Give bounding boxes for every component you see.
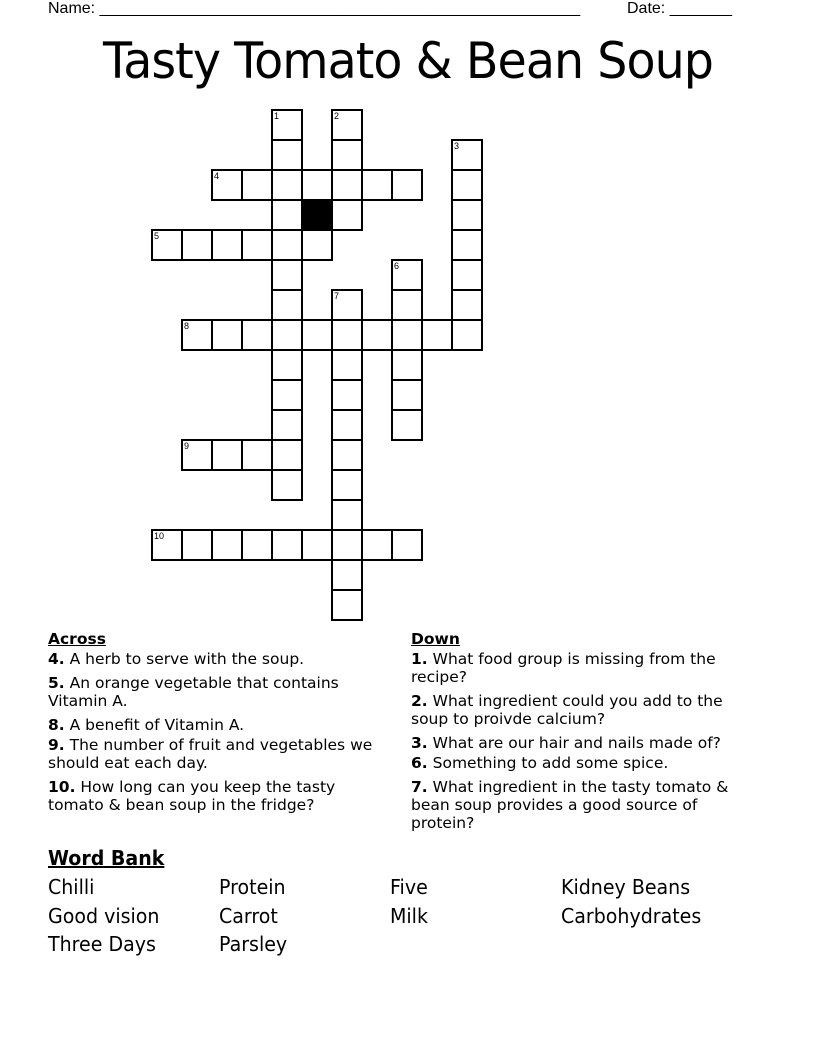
clue-number: 4. <box>48 650 65 668</box>
grid-cell[interactable] <box>211 169 243 201</box>
down-clues <box>411 630 756 838</box>
clue-across-10 <box>48 778 378 814</box>
grid-cell[interactable] <box>301 319 333 351</box>
clue-across-8 <box>48 716 378 734</box>
grid-cell[interactable] <box>391 409 423 441</box>
word-bank-item: Carrot <box>219 903 278 928</box>
grid-cell[interactable] <box>391 169 423 201</box>
clue-number: 10. <box>48 778 76 796</box>
grid-cell[interactable] <box>391 259 423 291</box>
cell-number: 10 <box>154 531 165 541</box>
grid-cell[interactable] <box>271 319 303 351</box>
clue-number: 9. <box>48 736 65 754</box>
grid-cell[interactable] <box>271 169 303 201</box>
grid-cell[interactable] <box>331 559 363 591</box>
grid-cell[interactable] <box>451 199 483 231</box>
date-field[interactable]: Date: _______ <box>627 0 732 17</box>
grid-cell[interactable] <box>451 169 483 201</box>
grid-cell[interactable] <box>271 259 303 291</box>
word-bank-item: Protein <box>219 875 286 899</box>
clue-down-2 <box>411 692 756 728</box>
grid-cell[interactable] <box>301 229 333 261</box>
grid-cell[interactable] <box>241 229 273 261</box>
grid-cell[interactable] <box>331 169 363 201</box>
clue-number: 2. <box>411 692 428 710</box>
grid-cell[interactable] <box>271 379 303 411</box>
grid-cell[interactable] <box>331 319 363 351</box>
grid-cell[interactable] <box>301 169 333 201</box>
word-bank-item: Kidney Beans <box>561 875 691 899</box>
clue-text: How long can you keep the tasty tomato & bean soup in the fridge? <box>48 778 336 814</box>
grid-cell[interactable] <box>451 289 483 321</box>
grid-cell[interactable] <box>241 439 273 471</box>
grid-cell[interactable] <box>181 229 213 261</box>
cell-number: 5 <box>154 231 160 241</box>
grid-cell[interactable] <box>331 139 363 171</box>
clue-text: The number of fruit and vegetables we should eat each day. <box>48 736 373 772</box>
clue-text: Something to add some spice. <box>432 754 669 772</box>
cell-number: 8 <box>184 321 190 331</box>
clue-text: What food group is missing from the recipe? <box>411 650 716 686</box>
across-heading: Across <box>48 630 106 648</box>
grid-cell[interactable] <box>151 529 183 561</box>
clue-down-3 <box>411 734 756 752</box>
grid-cell[interactable] <box>421 319 453 351</box>
grid-cell[interactable] <box>241 319 273 351</box>
grid-cell[interactable] <box>331 409 363 441</box>
grid-cell[interactable] <box>241 169 273 201</box>
clue-text: An orange vegetable that contains Vitamin A. <box>48 674 339 710</box>
grid-cell[interactable] <box>181 529 213 561</box>
grid-cell[interactable] <box>271 439 303 471</box>
grid-cell[interactable] <box>271 529 303 561</box>
clue-number: 1. <box>411 650 428 668</box>
grid-cell[interactable] <box>271 349 303 381</box>
grid-cell[interactable] <box>391 529 423 561</box>
clue-text: A benefit of Vitamin A. <box>69 716 245 734</box>
grid-cell[interactable] <box>361 529 393 561</box>
word-bank-item: Five <box>390 875 428 899</box>
cell-number: 6 <box>394 261 400 271</box>
grid-cell[interactable] <box>391 379 423 411</box>
grid-cell[interactable] <box>451 319 483 351</box>
grid-cell[interactable] <box>271 409 303 441</box>
word-bank-item: Carbohydrates <box>561 903 702 928</box>
clue-text: What ingredient in the tasty tomato & bean soup provides a good source of protein? <box>411 778 729 832</box>
clue-across-5 <box>48 674 378 710</box>
grid-cell[interactable] <box>331 589 363 621</box>
grid-cell[interactable] <box>331 289 363 321</box>
cell-number: 4 <box>214 171 220 181</box>
cell-number: 9 <box>184 441 190 451</box>
clue-number: 5. <box>48 674 65 692</box>
grid-cell[interactable] <box>361 319 393 351</box>
grid-cell[interactable] <box>271 289 303 321</box>
black-cell <box>301 199 333 231</box>
grid-cell[interactable] <box>181 439 213 471</box>
clue-down-7 <box>411 778 756 832</box>
grid-cell[interactable] <box>361 169 393 201</box>
clue-down-1 <box>411 650 756 686</box>
grid-cell[interactable] <box>211 229 243 261</box>
word-bank-item: Chilli <box>48 875 95 899</box>
clue-across-4 <box>48 650 378 668</box>
grid-cell[interactable] <box>271 199 303 231</box>
grid-cell[interactable] <box>391 349 423 381</box>
cell-number: 1 <box>274 111 280 121</box>
word-bank <box>48 873 751 959</box>
grid-cell[interactable] <box>271 109 303 141</box>
clue-number: 8. <box>48 716 65 734</box>
grid-cell[interactable] <box>211 319 243 351</box>
word-bank-item: Good vision <box>48 903 160 928</box>
name-field[interactable]: Name: ______________________________________________________ <box>48 0 581 17</box>
word-bank-item: Milk <box>390 903 428 928</box>
word-bank-item: Parsley <box>219 932 288 956</box>
grid-cell[interactable] <box>271 139 303 171</box>
grid-cell[interactable] <box>211 529 243 561</box>
grid-cell[interactable] <box>271 229 303 261</box>
across-clues <box>48 630 378 820</box>
grid-cell[interactable] <box>181 319 213 351</box>
word-bank-heading: Word Bank <box>48 846 165 870</box>
clue-text: What ingredient could you add to the soup to proivde calcium? <box>411 692 723 728</box>
grid-cell[interactable] <box>241 529 273 561</box>
word-bank-item: Three Days <box>48 932 156 956</box>
clue-down-6 <box>411 754 756 772</box>
page-title: Tasty Tomato & Bean Soup <box>103 32 713 90</box>
down-heading: Down <box>411 630 460 648</box>
clue-text: What are our hair and nails made of? <box>432 734 721 752</box>
grid-cell[interactable] <box>391 289 423 321</box>
cell-number: 3 <box>454 141 460 151</box>
grid-cell[interactable] <box>271 469 303 501</box>
grid-cell[interactable] <box>301 529 333 561</box>
grid-cell[interactable] <box>331 109 363 141</box>
grid-cell[interactable] <box>331 469 363 501</box>
grid-cell[interactable] <box>451 229 483 261</box>
grid-cell[interactable] <box>331 529 363 561</box>
grid-cell[interactable] <box>391 319 423 351</box>
cell-number: 2 <box>334 111 340 121</box>
grid-cell[interactable] <box>331 439 363 471</box>
grid-cell[interactable] <box>451 259 483 291</box>
clue-number: 6. <box>411 754 428 772</box>
grid-cell[interactable] <box>211 439 243 471</box>
grid-cell[interactable] <box>331 499 363 531</box>
grid-cell[interactable] <box>331 349 363 381</box>
grid-cell[interactable] <box>151 229 183 261</box>
grid-cell[interactable] <box>331 379 363 411</box>
clue-text: A herb to serve with the soup. <box>69 650 305 668</box>
clue-number: 3. <box>411 734 428 752</box>
clue-number: 7. <box>411 778 428 796</box>
cell-number: 7 <box>334 291 340 301</box>
grid-cell[interactable] <box>331 199 363 231</box>
grid-cell[interactable] <box>451 139 483 171</box>
clue-across-9 <box>48 736 378 772</box>
